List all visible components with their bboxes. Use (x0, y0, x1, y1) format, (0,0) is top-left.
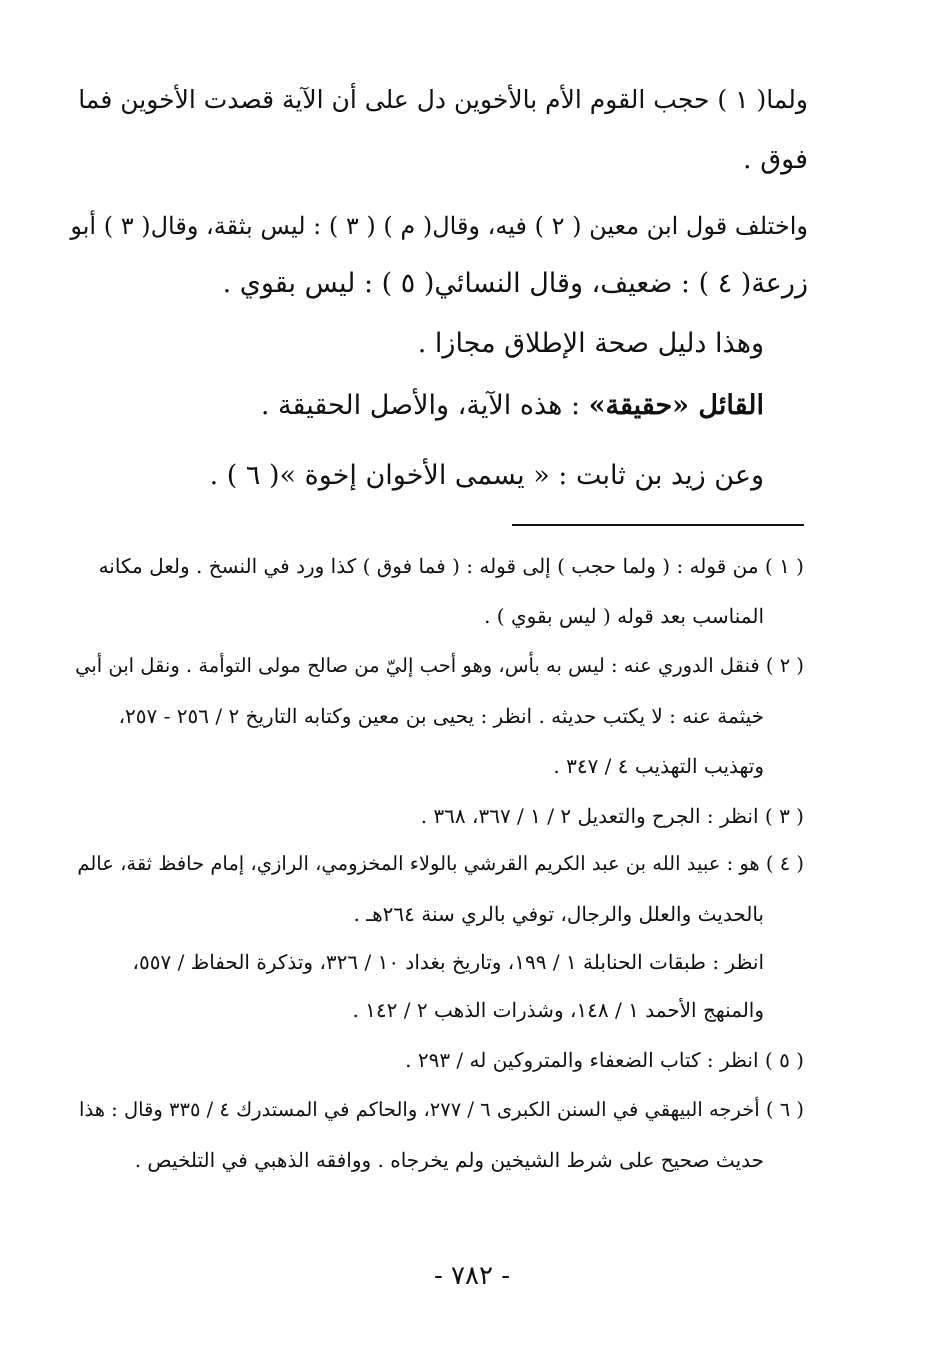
main-text-line-5: وهذا دليل صحة الإطلاق مجازا . (417, 328, 764, 359)
footnote-3-line-1: ( ٣ ) انظر : الجرح والتعديل ٢ / ١ / ٣٦٧، ٣٦٨ . (420, 804, 804, 828)
main-text-line-3: واختلف قول ابن معين ( ٢ ) فيه، وقال( م ) ( ٣ ) : ليس بثقة، وقال( ٣ ) أبو (70, 212, 808, 240)
main-text-line-1: ولما( ١ ) حجب القوم الأم بالأخوين دل على أن الآية قصدت الأخوين فما (78, 85, 808, 114)
footnote-4-line-3: انظر : طبقات الحنابلة ١ / ١٩٩، وتاريخ بغداد ١٠ / ٣٢٦، وتذكرة الحفاظ / ٥٥٧، (132, 950, 764, 974)
footnote-4-line-2: بالحديث والعلل والرجال، توفي بالري سنة ٢٦٤هـ . (353, 902, 764, 926)
footnote-4-line-1: ( ٤ ) هو : عبيد الله بن عبد الكريم القرشي بالولاء المخزومي، الرازي، إمام حافظ ثقة، عالم (77, 852, 804, 875)
main-text-line-7: وعن زيد بن ثابت : « يسمى الأخوان إخوة »( ٦ ) . (209, 460, 764, 491)
footnote-separator (512, 524, 804, 526)
footnote-2-line-3: وتهذيب التهذيب ٤ / ٣٤٧ . (553, 754, 764, 778)
footnote-6-line-2: حديث صحيح على شرط الشيخين ولم يخرجاه . ووافقه الذهبي في التلخيص . (134, 1148, 764, 1172)
page-number: - ٧٨٢ - (433, 1261, 511, 1291)
footnote-2-line-2: خيثمة عنه : لا يكتب حديثه . انظر : يحيى بن معين وكتابه التاريخ ٢ / ٢٥٦ - ٢٥٧، (118, 704, 764, 728)
speaker-label: القائل «حقيقة» (588, 390, 764, 421)
footnote-1-line-1: ( ١ ) من قوله : ( ولما حجب ) إلى قوله : ( فما فوق ) كذا ورد في النسخ . ولعل مكانه (98, 554, 804, 578)
main-text-line-2: فوق . (743, 144, 808, 175)
footnote-1-line-2: المناسب بعد قوله ( ليس بقوي ) . (484, 604, 764, 628)
main-text-line-6-rest: : هذه الآية، والأصل الحقيقة . (260, 390, 589, 421)
footnote-2-line-1: ( ٢ ) فنقل الدوري عنه : ليس به بأس، وهو أحب إليّ من صالح مولى التوأمة . ونقل ابن أبي (75, 654, 804, 677)
main-text-line-6 (261, 388, 764, 424)
footnote-4-line-4: والمنهج الأحمد ١ / ١٤٨، وشذرات الذهب ٢ / ١٤٢ . (352, 998, 764, 1022)
main-text-line-4: زرعة( ٤ ) : ضعيف، وقال النسائي( ٥ ) : ليس بقوي . (222, 268, 808, 299)
footnote-5-line-1: ( ٥ ) انظر : كتاب الضعفاء والمتروكين له / ٢٩٣ . (405, 1048, 804, 1072)
footnote-6-line-1: ( ٦ ) أخرجه البيهقي في السنن الكبرى ٦ / ٢٧٧، والحاكم في المستدرك ٤ / ٣٣٥ وقال : هذا (79, 1098, 804, 1121)
